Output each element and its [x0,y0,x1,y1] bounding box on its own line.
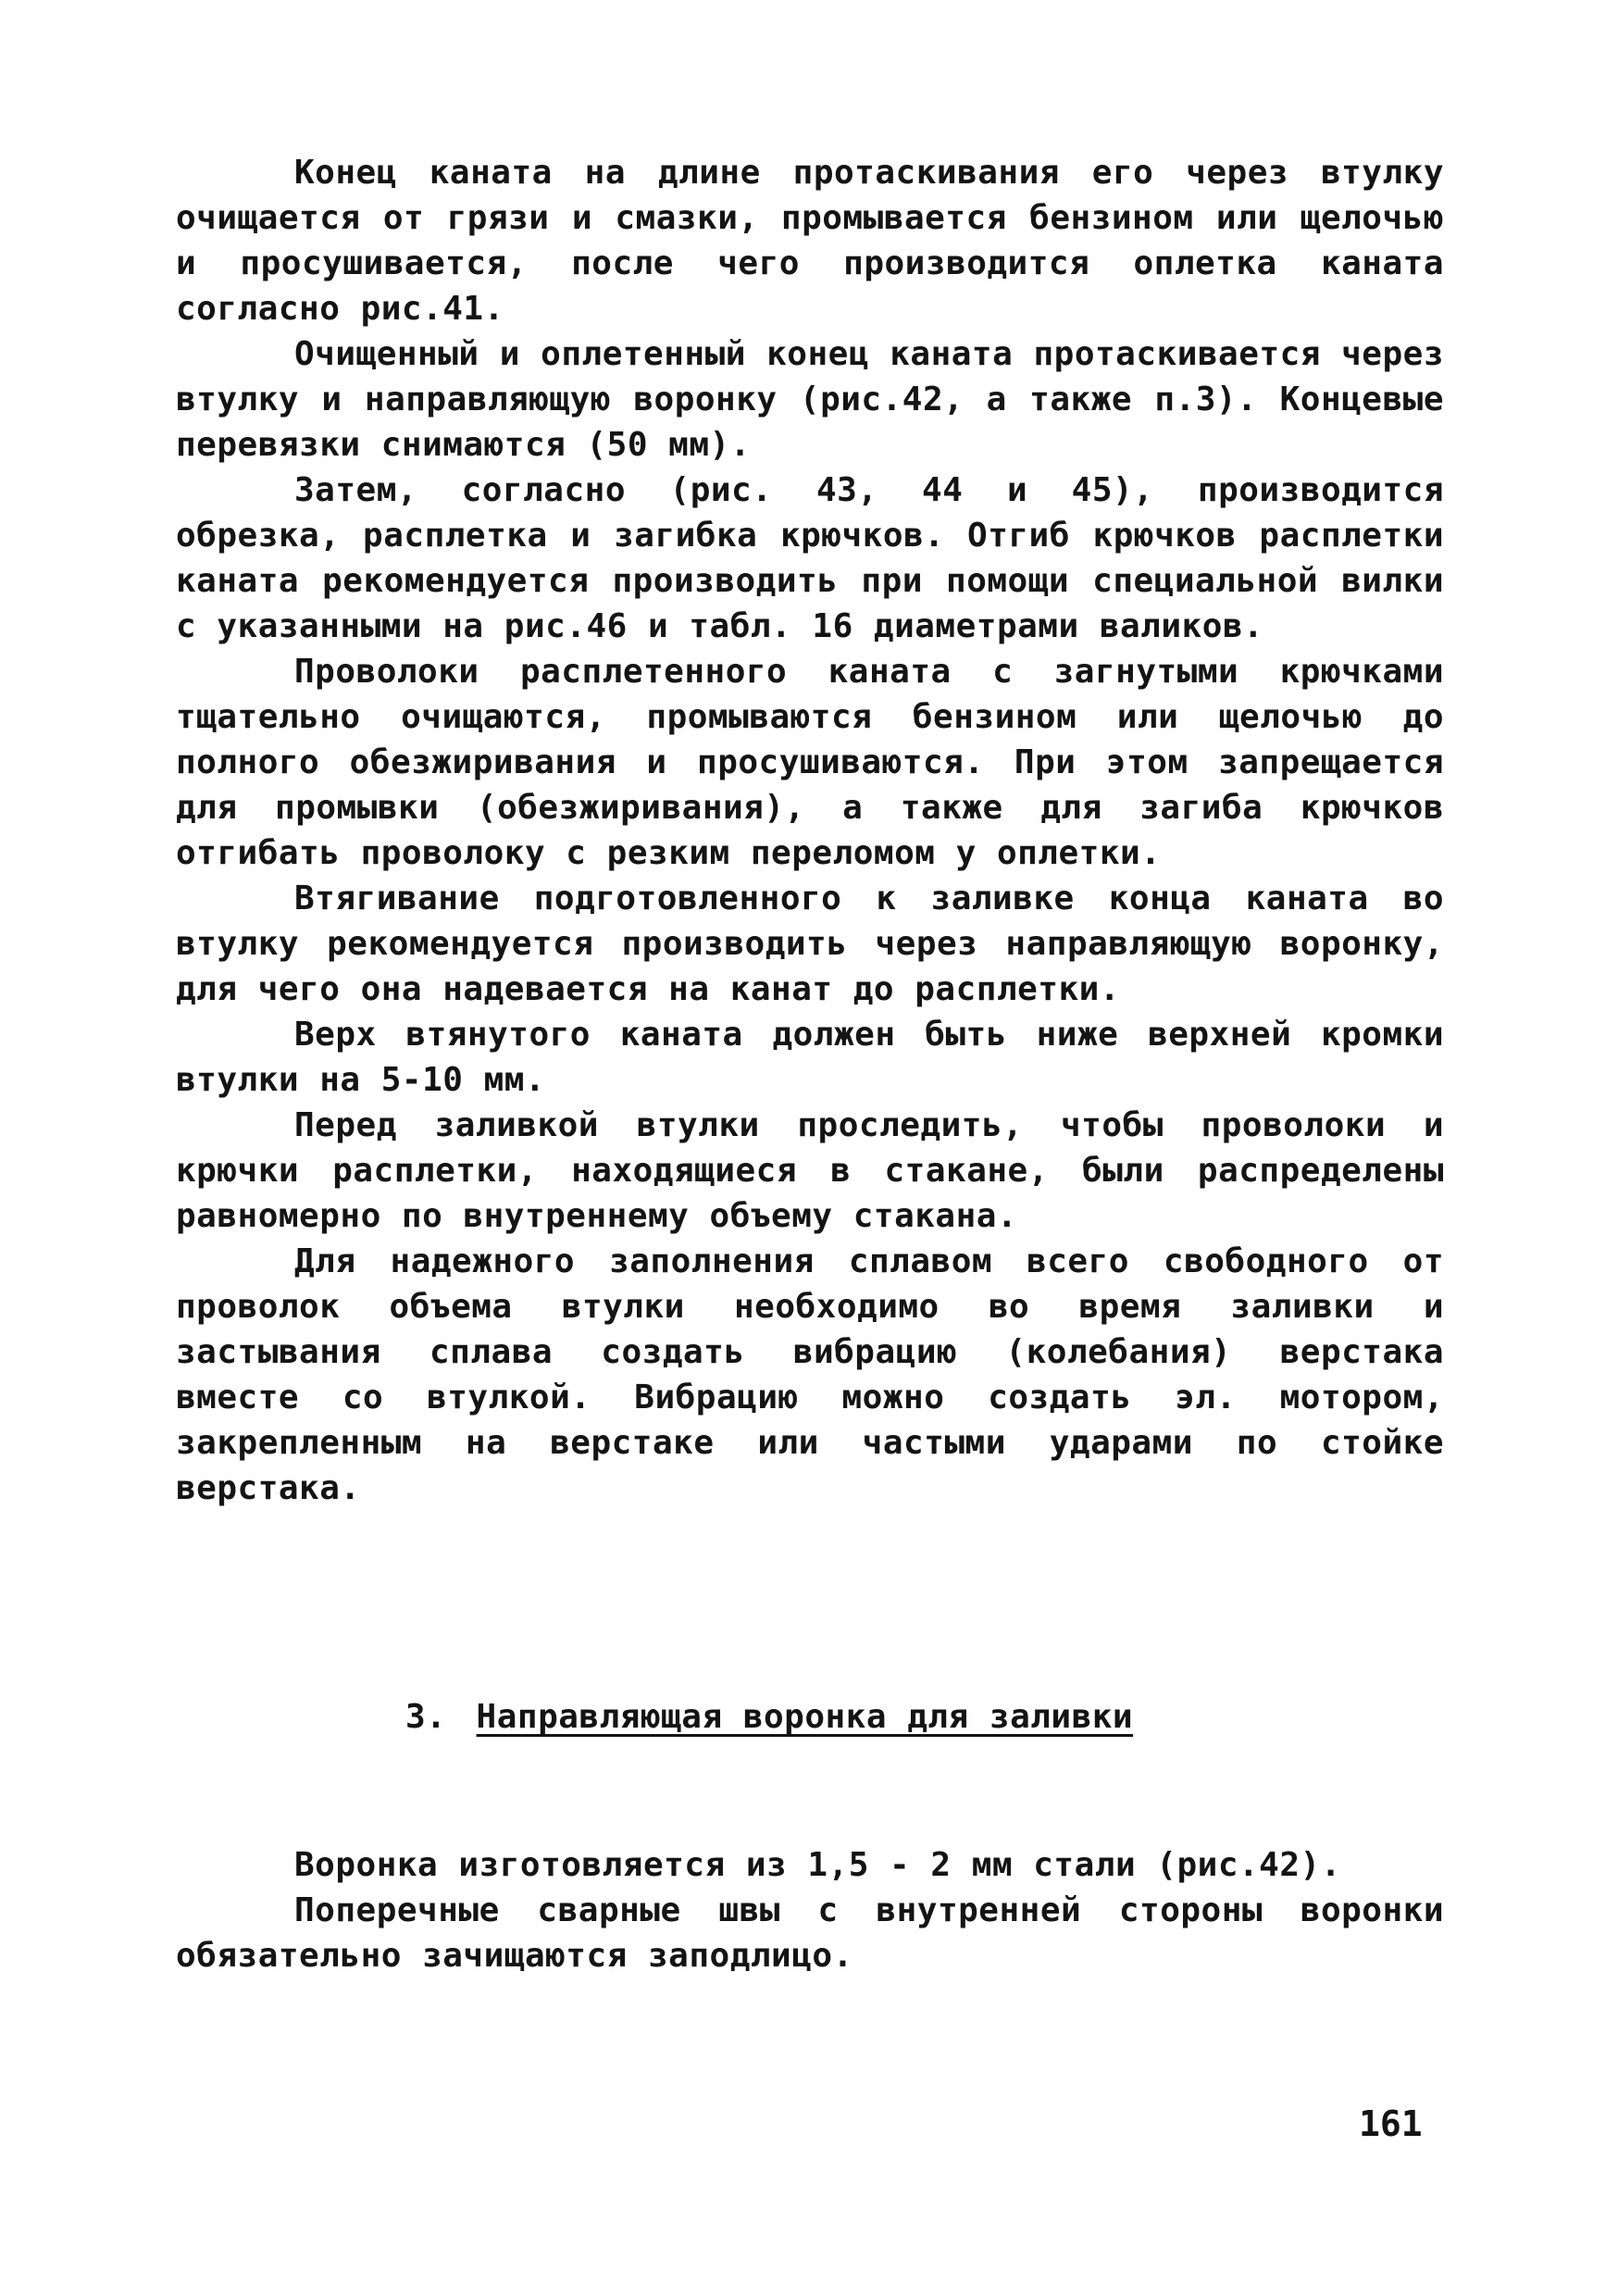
section-title: Направляющая воронка для заливки [476,1698,1134,1736]
paragraph: Поперечные сварные швы с внутренней стороны воронки обязательно зачищаются заподлицо. [176,1891,1444,1975]
body-text-top [176,150,1444,1511]
paragraph: Очищенный и оплетенный конец каната протаскивается через втулку и направляющую воронку (рис.42, а также п.3). Концевые перевязки снимаются (50 мм). [176,335,1444,464]
paragraph: Перед заливкой втулки проследить, чтобы проволоки и крючки расплетки, находящиеся в стакане, были распределены равномерно по внутреннему объему стакана. [176,1106,1444,1235]
paragraph: Для надежного заполнения сплавом всего свободного от проволок объема втулки необходимо во время заливки и застывания сплава создать вибрацию (колебания) верстака вместе со втулкой. Вибрацию можно создать эл. мотором, закрепленным на верстаке или частыми ударами по стойке верстака. [176,1242,1444,1507]
paragraph: Втягивание подготовленного к заливке конца каната во втулку рекомендуется производить через направляющую воронку, для чего она надевается на канат до расплетки. [176,880,1444,1008]
paragraph: Воронка изготовляется из 1,5 - 2 мм стали (рис.42). [294,1846,1341,1884]
page-number: 161 [1359,2103,1423,2144]
paragraph: Затем, согласно (рис. 43, 44 и 45), производится обрезка, расплетка и загибка крючков. Отгиб крючков расплетки каната рекомендуется производить при помощи специальной вилки с указанными на рис.46 и табл. 16 диаметрами валиков. [176,471,1444,645]
section-number: 3. [405,1698,447,1736]
section-heading [405,1694,1133,1740]
paragraph: Верх втянутого каната должен быть ниже верхней кромки втулки на 5-10 мм. [176,1016,1444,1099]
paragraph: Конец каната на длине протаскивания его через втулку очищается от грязи и смазки, промывается бензином или щелочью и просушивается, после чего производится оплетка каната согласно рис.41. [176,154,1444,328]
body-text-bottom [176,1842,1444,1978]
paragraph: Проволоки расплетенного каната с загнутыми крючками тщательно очищаются, промываются бензином или щелочью до полного обезжиривания и просушиваются. При этом запрещается для промывки (обезжиривания), а также для загиба крючков отгибать проволоку с резким переломом у оплетки. [176,653,1444,872]
